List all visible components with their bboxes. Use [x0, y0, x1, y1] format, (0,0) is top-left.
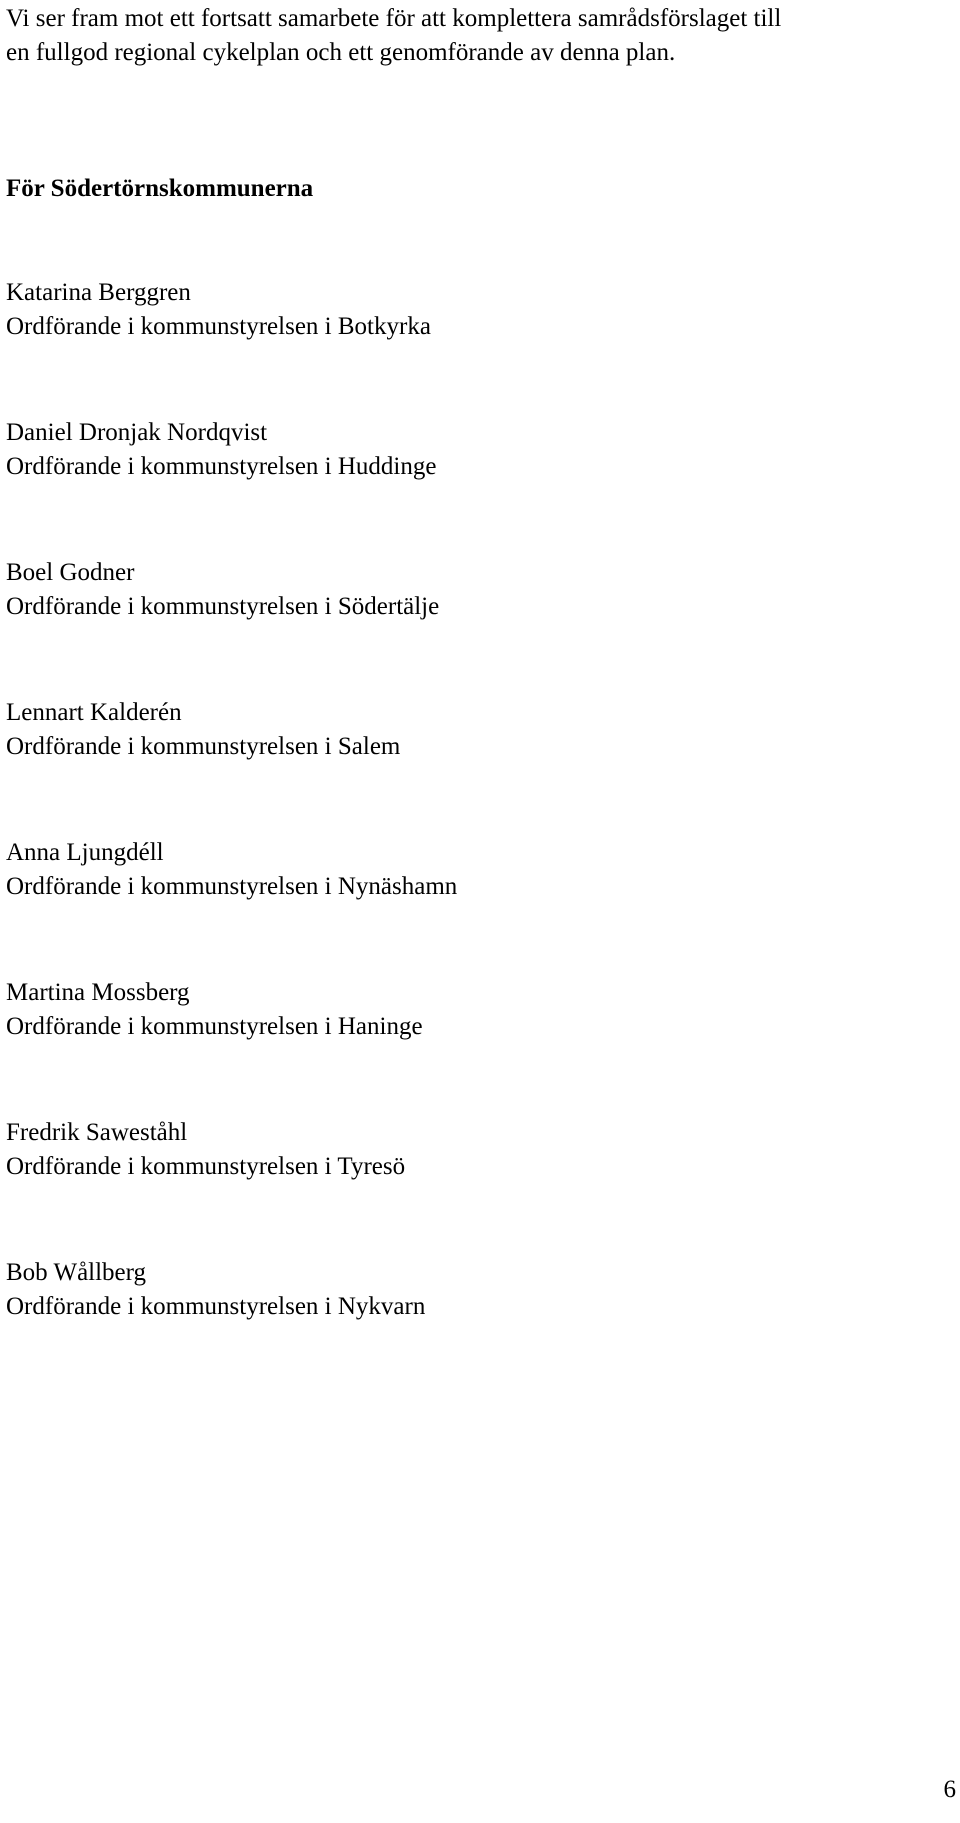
intro-line: en fullgod regional cykelplan och ett genomförande av denna plan.: [6, 39, 676, 66]
signatory-name: Martina Mossberg: [6, 979, 190, 1006]
signatory-title: Ordförande i kommunstyrelsen i Botkyrka: [6, 313, 431, 340]
signatory-title: Ordförande i kommunstyrelsen i Haninge: [6, 1013, 423, 1040]
signatory: [6, 416, 457, 556]
intro-line: Vi ser fram mot ett fortsatt samarbete för att komplettera samrådsförslaget till: [6, 5, 782, 32]
signatory-name: Katarina Berggren: [6, 279, 191, 306]
signatory-title: Ordförande i kommunstyrelsen i Nykvarn: [6, 1293, 426, 1320]
signatory: [6, 556, 457, 696]
signatory-name: Anna Ljungdéll: [6, 839, 164, 866]
signatory: [6, 276, 457, 416]
intro-paragraph: [6, 2, 951, 70]
signatory: [6, 1256, 457, 1396]
signatory-name: Bob Wållberg: [6, 1259, 147, 1286]
signatory-title: Ordförande i kommunstyrelsen i Nynäshamn: [6, 873, 458, 900]
signatory: [6, 1116, 457, 1256]
signatory-name: Boel Godner: [6, 559, 135, 586]
signatory-title: Ordförande i kommunstyrelsen i Tyresö: [6, 1153, 406, 1180]
signatory: [6, 696, 457, 836]
signature-heading: För Södertörnskommunerna: [6, 175, 314, 202]
signatory-list: [6, 276, 457, 1396]
signatory-title: Ordförande i kommunstyrelsen i Huddinge: [6, 453, 437, 480]
signatory: [6, 836, 457, 976]
page-number: 6: [943, 1776, 956, 1803]
signatory: [6, 976, 457, 1116]
signatory-name: Fredrik Saweståhl: [6, 1119, 188, 1146]
signatory-name: Daniel Dronjak Nordqvist: [6, 419, 268, 446]
signatory-name: Lennart Kalderén: [6, 699, 182, 726]
signatory-title: Ordförande i kommunstyrelsen i Salem: [6, 733, 401, 760]
signatory-title: Ordförande i kommunstyrelsen i Södertälje: [6, 593, 440, 620]
